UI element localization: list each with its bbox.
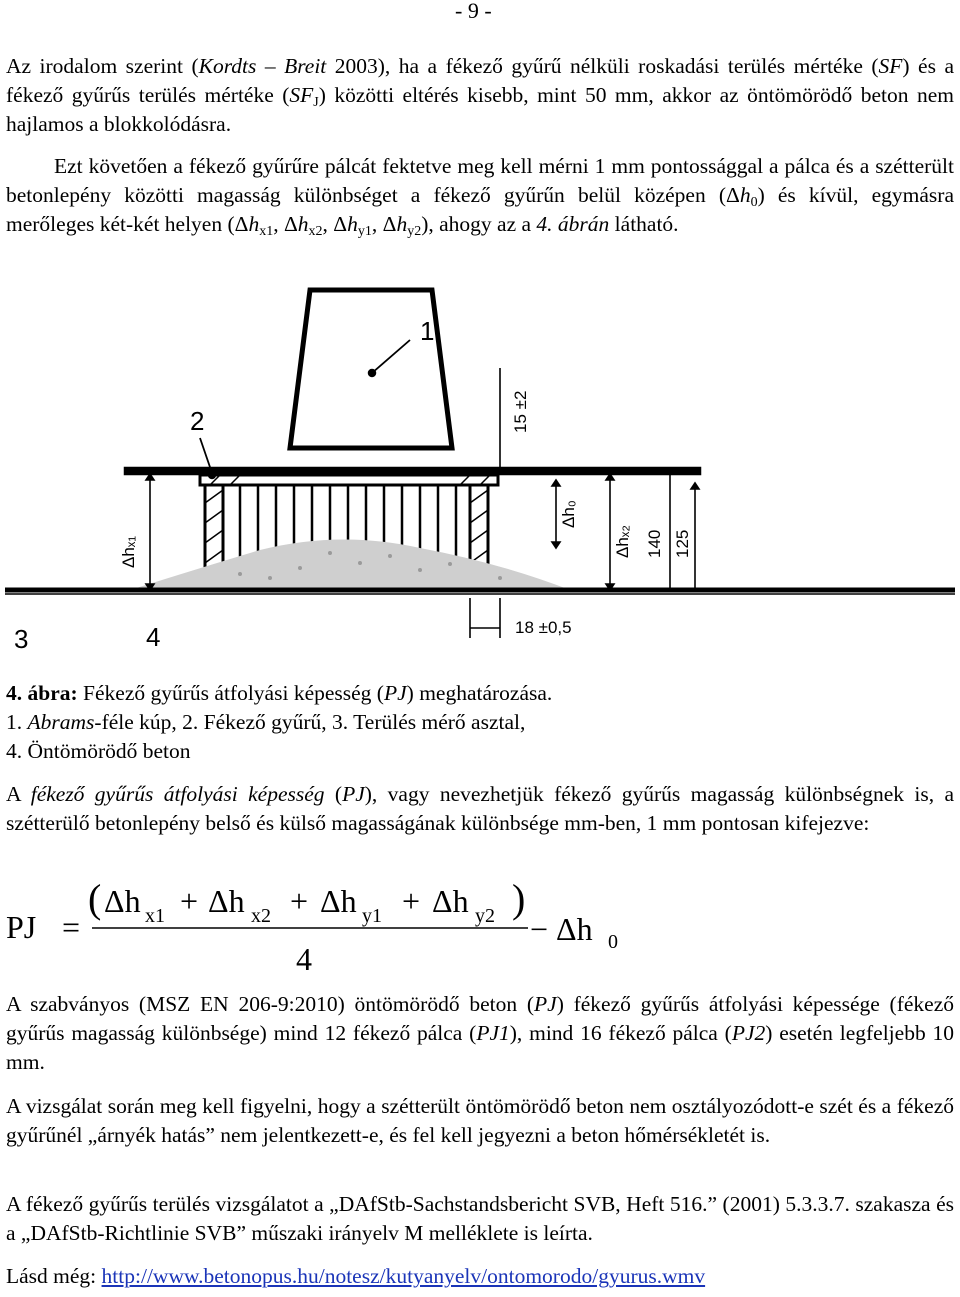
formula-lhs: PJ — [6, 909, 37, 945]
dimension-125: 125 — [673, 529, 692, 558]
symbol-h: h — [297, 212, 309, 236]
dimension-18: 18 ±0,5 — [515, 618, 572, 637]
term-dh: Δh — [432, 883, 469, 919]
term-dh: Δh — [320, 883, 357, 919]
text: , Δ — [371, 212, 397, 236]
text: ) és kívül, egymásra merőleges két-két helyen (Δ — [6, 183, 954, 236]
concrete-spread — [130, 539, 570, 590]
text: – — [256, 54, 285, 78]
symbol-sf: SF — [878, 54, 903, 78]
text: Az irodalom szerint ( — [6, 54, 199, 78]
term-pj: fékező gyűrűs átfolyási képesség — [30, 782, 325, 806]
subscript: y2 — [407, 224, 422, 239]
subscript: x2 — [308, 224, 323, 239]
text-abrams: Abrams — [27, 710, 95, 734]
figure-caption — [6, 679, 726, 766]
symbol-h: h — [739, 183, 751, 207]
text: 1. — [6, 710, 28, 734]
text: , Δ — [322, 212, 348, 236]
plus: + — [290, 883, 309, 919]
subscript: J — [313, 95, 319, 110]
video-link[interactable]: http://www.betonopus.hu/notesz/kutyanyelv/ontomorodo/gyurus.wmv — [101, 1264, 706, 1288]
sub-x1: x1 — [145, 905, 165, 927]
text: 4. Öntömörödő beton — [6, 739, 191, 763]
author-breit: Breit — [284, 54, 327, 78]
label-2: 2 — [190, 406, 205, 436]
sub-y2: y2 — [475, 905, 495, 927]
symbol-h: h — [248, 212, 260, 236]
text: Fékező gyűrűs átfolyási képesség ( — [77, 681, 384, 705]
minus: − — [530, 911, 549, 947]
see-also-label: Lásd még: — [6, 1264, 102, 1288]
paragraph-7 — [6, 1262, 954, 1291]
text: -féle kúp, 2. Fékező gyűrű, 3. Terülés mérő asztal, — [94, 710, 526, 734]
text: 2003), ha a fékező gyűrű nélküli roskadási terülés mértéke ( — [326, 54, 879, 78]
dimension-15: 15 ±2 — [511, 390, 530, 433]
symbol-pj: PJ — [534, 992, 557, 1016]
label-3: 3 — [14, 624, 29, 654]
text: ) és a fékező gyűrűs terülés mértéke ( — [6, 54, 954, 107]
symbol-sfj: SF — [289, 83, 314, 107]
text: ), vagy nevezhetjük fékező gyűrűs magasság különbségnek is, a szétterülő betonlepény belső és külső magasságának különbsége mm-ben, 1 mm pontosan kifejezve: — [6, 782, 955, 835]
text: ) esetén legfeljebb 10 mm. — [6, 1021, 954, 1074]
plus: + — [402, 883, 421, 919]
text: ) meghatározása. — [406, 681, 553, 705]
text: ), ahogy az a — [421, 212, 537, 236]
dimension-dhx2: Δhₓ₂ — [613, 525, 632, 558]
subscript: y1 — [357, 224, 372, 239]
formula-equals: = — [62, 909, 81, 945]
sub-y1: y1 — [362, 905, 382, 927]
plus: + — [180, 883, 199, 919]
caption-number: 4. ábra: — [6, 681, 78, 705]
dimension-140: 140 — [645, 529, 664, 558]
label-1: 1 — [420, 316, 435, 346]
dimension-dh0: Δh₀ — [559, 500, 578, 528]
symbol-pj: PJ — [342, 782, 365, 806]
subscript: 0 — [750, 195, 758, 210]
term-dh0: Δh — [556, 911, 593, 947]
subscript: x1 — [259, 224, 274, 239]
symbol-h: h — [347, 212, 358, 236]
text: ) fékező gyűrűs átfolyási képessége (fékező gyűrűs magasság különbsége) mind 12 fékező pálca ( — [6, 992, 955, 1045]
term-dh: Δh — [104, 883, 141, 919]
text: látható. — [609, 212, 679, 236]
label-4: 4 — [146, 622, 161, 652]
text: ) közötti eltérés kisebb, mint 50 mm, akkor az öntömörödő beton nem hajlamos a blokkolódásra. — [6, 83, 954, 136]
denominator: 4 — [296, 941, 312, 977]
text: ), mind 16 fékező pálca ( — [509, 1021, 732, 1045]
sub-x2: x2 — [251, 905, 271, 927]
page-number: - 9 - — [455, 0, 492, 23]
text: Ezt követően a fékező gyűrűre pálcát fektetve meg kell mérni 1 mm pontossággal a pálca és a szétterült betonlepény közötti magasság különbséget a fékező gyűrűn belül középen (Δ — [6, 154, 954, 207]
paragraph-2 — [6, 152, 954, 239]
paragraph-3 — [6, 780, 954, 838]
symbol-h: h — [396, 212, 408, 236]
paragraph-6: A fékező gyűrűs terülés vizsgálatot a „DAfStb-Sachstandsbericht SVB, Heft 516.” (2001) 5.3.3.7. szakasza és a „DAfStb-Richtlinie SVB” műszaki irányelv M melléklete is leírta. — [6, 1192, 954, 1245]
ring-top — [200, 475, 498, 485]
term-dh: Δh — [208, 883, 245, 919]
close-paren: ) — [512, 876, 526, 921]
paragraph-5: A vizsgálat során meg kell figyelni, hogy a szétterült öntömörödő beton nem osztályozódott-e szét és a fékező gyűrűnél „árnyék hatás” nem jelentkezett-e, és fel kell jegyezni a beton hőmérsékletét is. — [6, 1094, 954, 1147]
paragraph-1 — [6, 52, 954, 139]
text: A — [6, 782, 31, 806]
author-kordts: Kordts — [198, 54, 257, 78]
figure-4-diagram — [0, 268, 960, 668]
text: A szabványos (MSZ EN 206-9:2010) öntömörödő beton ( — [6, 992, 534, 1016]
figure-reference: 4. ábrán — [536, 212, 610, 236]
symbol-pj2: PJ2 — [731, 1021, 766, 1045]
sub-0: 0 — [608, 931, 618, 953]
pj-formula — [0, 868, 960, 978]
leader-dot — [369, 370, 375, 376]
text: ( — [324, 782, 343, 806]
paragraph-4 — [6, 990, 954, 1077]
open-paren: ( — [88, 876, 102, 921]
dimension-dhx1: Δhₓ₁ — [119, 535, 138, 568]
symbol-pj1: PJ1 — [476, 1021, 510, 1045]
symbol-pj: PJ — [383, 681, 407, 705]
text: , Δ — [273, 212, 298, 236]
